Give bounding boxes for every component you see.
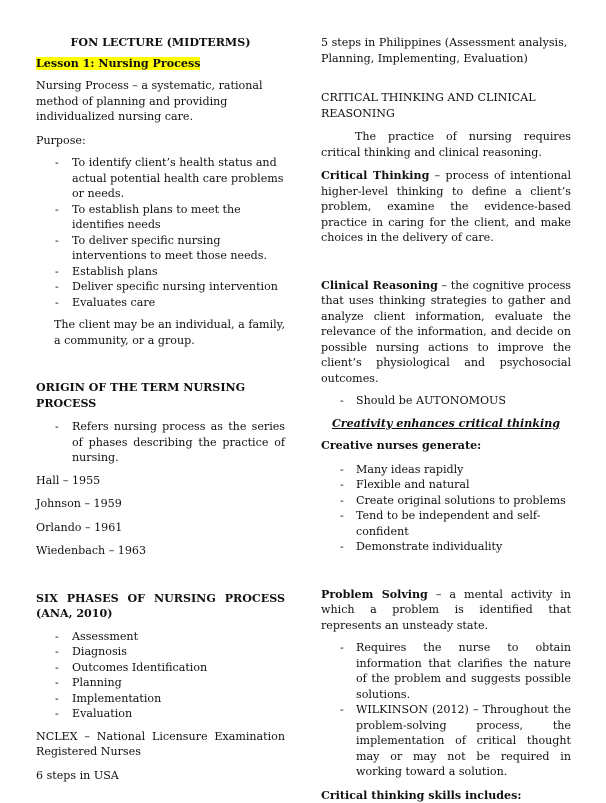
ct-heading: CRITICAL THINKING AND CLINICAL REASONING [321,90,571,121]
year-hall: Hall – 1955 [36,473,285,489]
list-item: - Planning [36,675,285,691]
left-column [36,35,285,783]
right-column [321,35,571,803]
list-item: - Refers nursing process as the series of phases describing the practice of nursing. [36,419,285,466]
ps-term: Problem Solving [321,588,428,601]
list-item: - Should be AUTONOMOUS [321,393,571,409]
nursing-process-definition: Nursing Process – a systematic, rational method of planning and providing individualized nursing care. [36,78,285,125]
origin-list [36,419,285,466]
list-item: - To deliver specific nursing interventions to meet those needs. [36,233,285,264]
purpose-list [36,155,285,310]
list-item: - WILKINSON (2012) – Throughout the problem-solving process, the implementation of critical thought may or may not be required in working toward a solution. [321,702,571,780]
problem-solving-definition [321,587,571,634]
list-item: - Diagnosis [36,644,285,660]
list-item: - Assessment [36,629,285,645]
list-item: - Requires the nurse to obtain information that clarifies the nature of the problem and suggests possible solutions. [321,640,571,702]
purpose-label: Purpose: [36,133,285,149]
client-note: The client may be an individual, a family, a community, or a group. [36,317,285,348]
list-item: - Create original solutions to problems [321,493,571,509]
lesson-heading: Lesson 1: Nursing Process [36,57,200,70]
list-item: - Tend to be independent and self-confident [321,508,571,539]
list-item: - Evaluation [36,706,285,722]
phases-list [36,629,285,722]
clinical-reasoning-definition [321,278,571,387]
list-item: - Implementation [36,691,285,707]
cr-term: Clinical Reasoning [321,279,438,292]
list-item: - To establish plans to meet the identifies needs [36,202,285,233]
creativity-note: Creativity enhances critical thinking [321,416,571,432]
problem-solving-list [321,640,571,780]
creative-list [321,462,571,555]
list-item: - Demonstrate individuality [321,539,571,555]
list-item: - Deliver specific nursing intervention [36,279,285,295]
creative-heading: Creative nurses generate: [321,438,571,454]
usa-steps: 6 steps in USA [36,768,285,784]
document-title: FON LECTURE (MIDTERMS) [36,35,285,51]
philippines-steps: 5 steps in Philippines (Assessment analysis, Planning, Implementing, Evaluation) [321,35,571,66]
six-phases-heading: SIX PHASES OF NURSING PROCESS (ANA, 2010) [36,591,285,622]
ct-intro: The practice of nursing requires critical thinking and clinical reasoning. [321,129,571,160]
cr-def: – the cognitive process that uses thinking strategies to gather and analyze client information, evaluate the relevance of the information, and decide on possible nursing actions to improve the client’s physiological and psychosocial outcomes. [321,279,571,385]
list-item: - Evaluates care [36,295,285,311]
list-item: - Many ideas rapidly [321,462,571,478]
list-item: - Flexible and natural [321,477,571,493]
list-item: - Establish plans [36,264,285,280]
ps-def: – a mental activity in which a problem is identified that represents an unsteady state. [321,588,571,632]
nclex-note: NCLEX – National Licensure Examination Registered Nurses [36,729,285,760]
autonomous-list [321,393,571,409]
ct-term: Critical Thinking [321,169,429,182]
skills-heading: Critical thinking skills includes: [321,788,571,803]
ct-def: – process of intentional higher-level thinking to define a client’s problem, examine the evidence-based practice in caring for the client, and make choices in the delivery of care. [321,169,571,244]
list-item: - Outcomes Identification [36,660,285,676]
list-item: - To identify client’s health status and actual potential health care problems or needs. [36,155,285,202]
year-orlando: Orlando – 1961 [36,520,285,536]
year-johnson: Johnson – 1959 [36,496,285,512]
origin-heading: ORIGIN OF THE TERM NURSING PROCESS [36,380,285,411]
critical-thinking-definition [321,168,571,246]
year-wiedenbach: Wiedenbach – 1963 [36,543,285,559]
